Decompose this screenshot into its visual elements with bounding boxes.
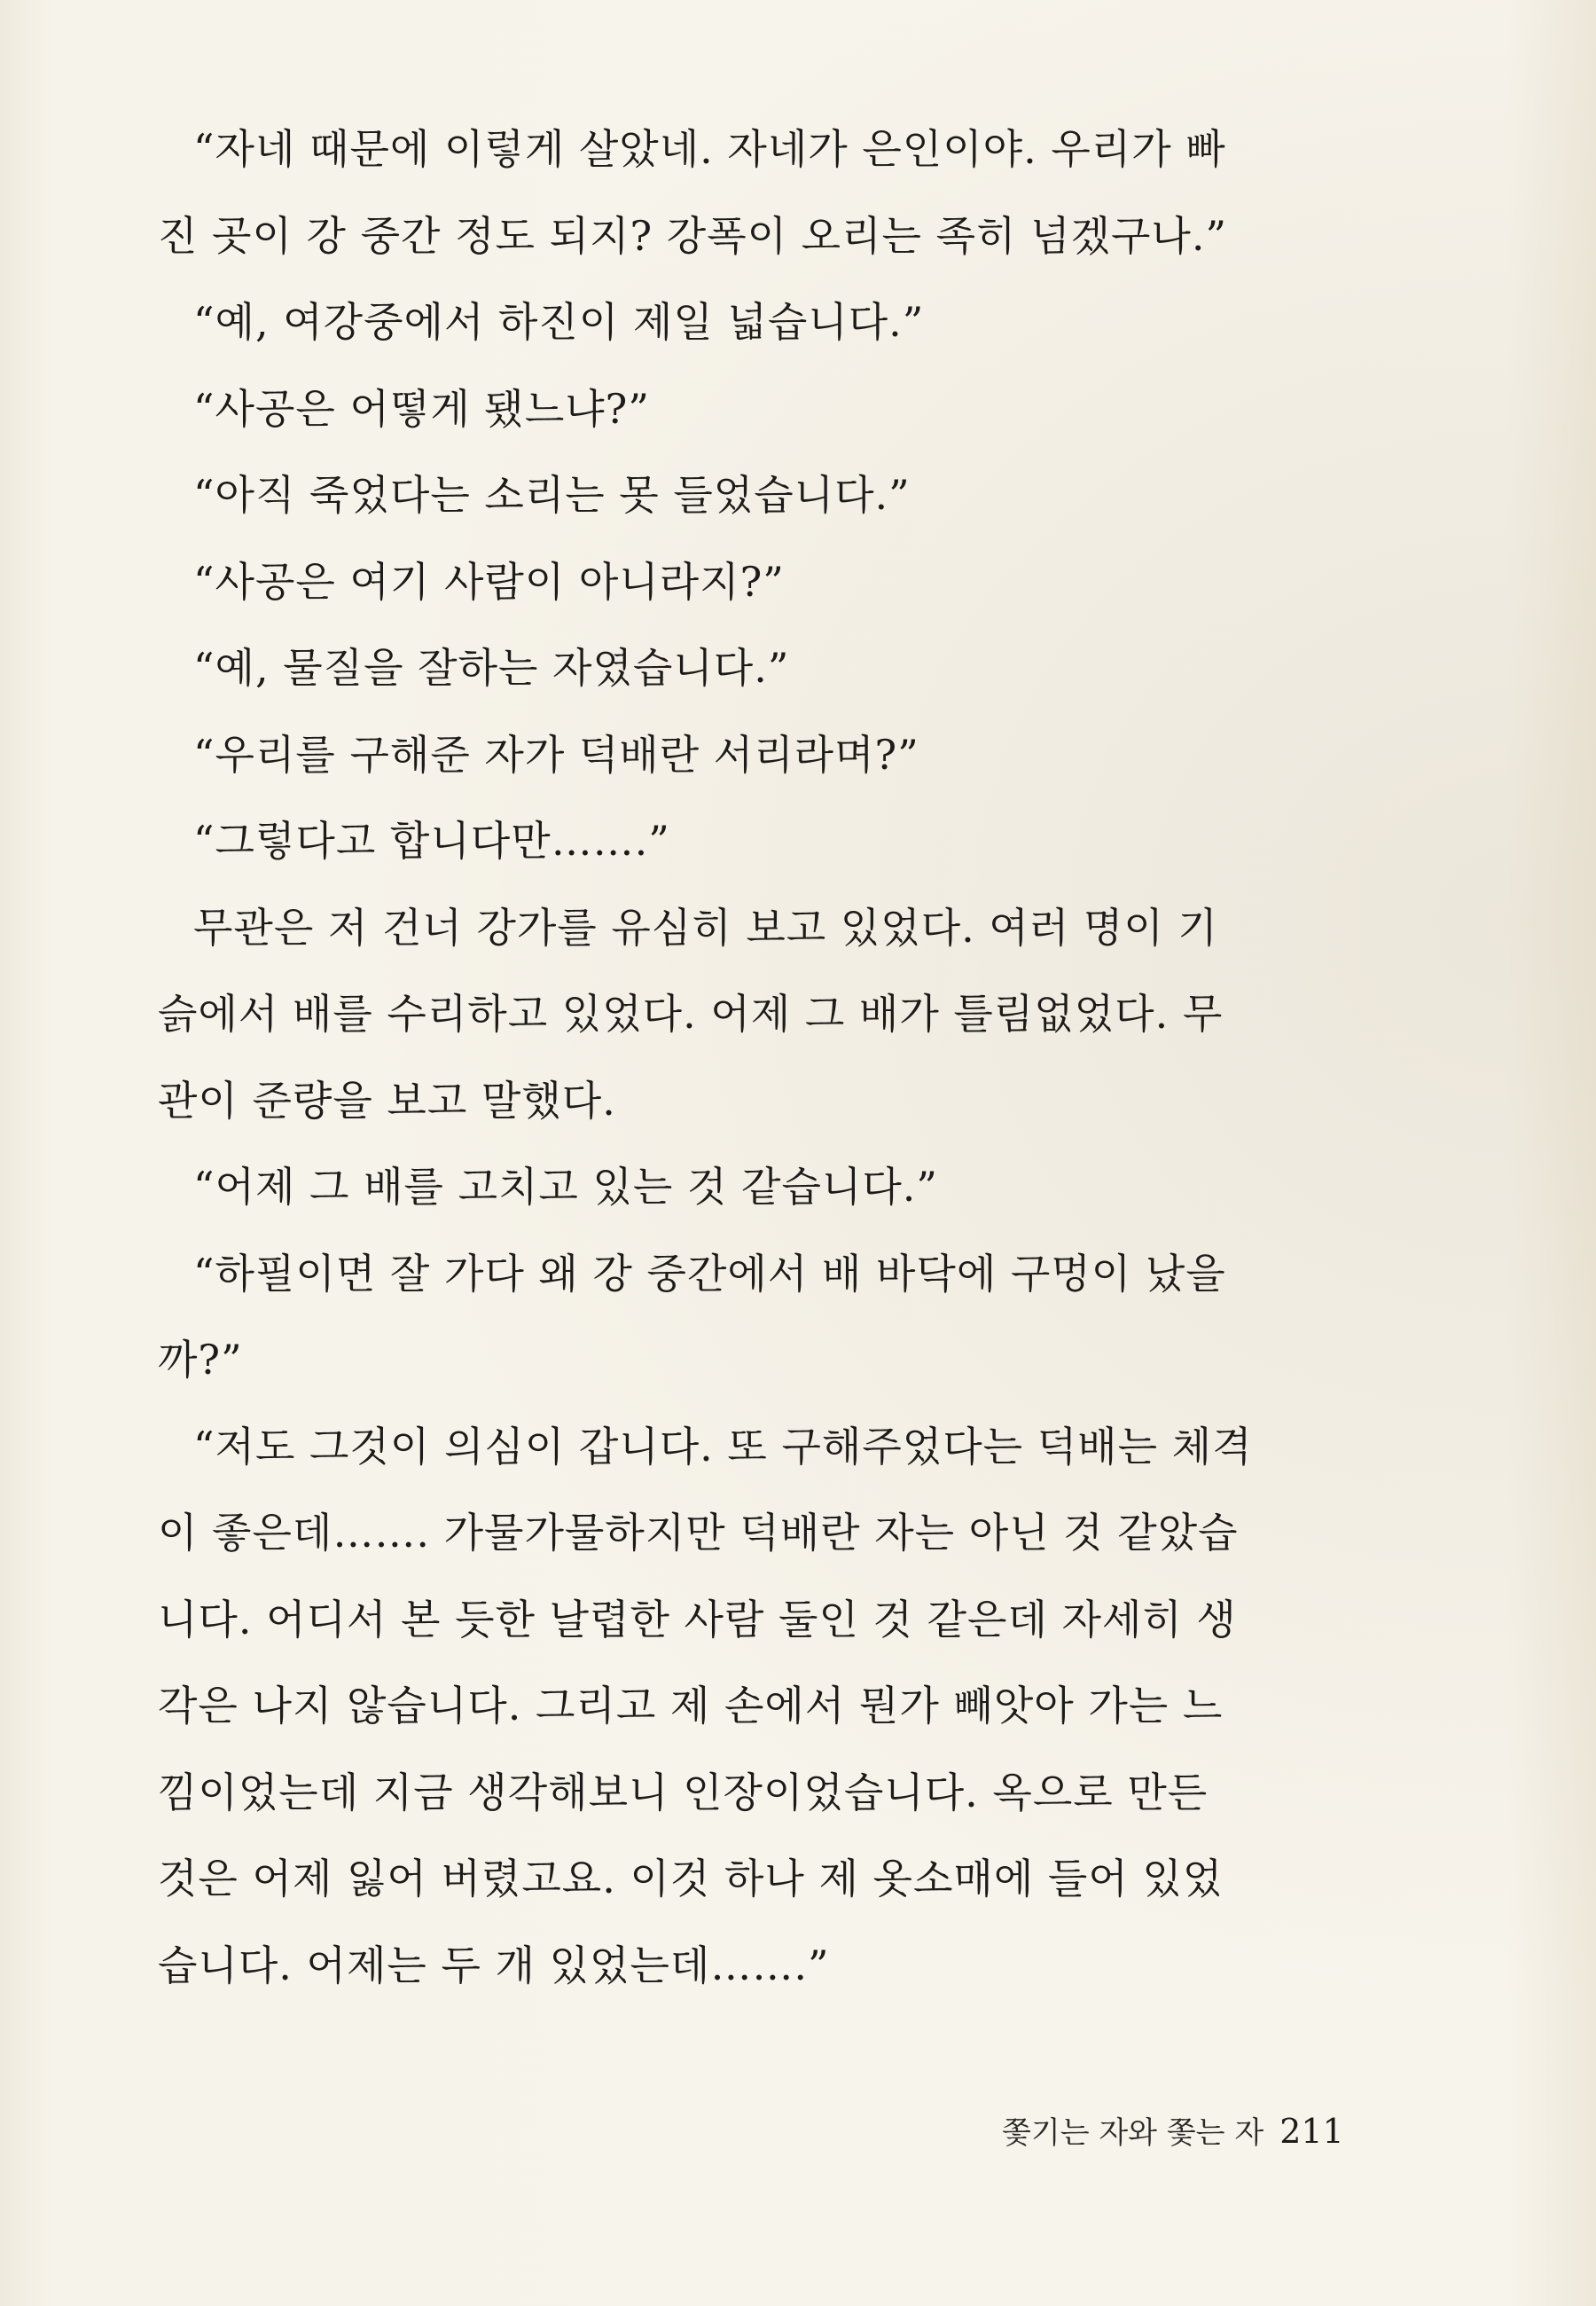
body-text	[158, 106, 1399, 2009]
text-line: 이 좋은데……. 가물가물하지만 덕배란 자는 아닌 것 같았습	[158, 1509, 1239, 1557]
text-line: 각은 나지 않습니다. 그리고 제 손에서 뭔가 빼앗아 가는 느	[158, 1682, 1224, 1730]
running-title: 쫓기는 자와 쫓는 자	[1002, 2115, 1264, 2151]
text-line: “어제 그 배를 고치고 있는 것 같습니다.”	[193, 1163, 938, 1211]
page-number: 211	[1279, 2112, 1344, 2151]
text-line: 슭에서 배를 수리하고 있었다. 어제 그 배가 틀림없었다. 무	[158, 990, 1224, 1038]
text-line: “예, 물질을 잘하는 자였습니다.”	[193, 644, 790, 692]
text-line: 낌이었는데 지금 생각해보니 인장이었습니다. 옥으로 만든	[158, 1768, 1209, 1816]
text-line: “사공은 여기 사람이 아니라지?”	[193, 557, 785, 606]
text-line: 관이 준량을 보고 말했다.	[158, 1076, 616, 1125]
text-line: “저도 그것이 의심이 갑니다. 또 구해주었다는 덕배는 체격	[193, 1422, 1253, 1471]
text-line: “사공은 어떻게 됐느냐?”	[193, 384, 650, 433]
text-line: 무관은 저 건너 강가를 유심히 보고 있었다. 여러 명이 기	[193, 903, 1218, 952]
text-line: “아직 죽었다는 소리는 못 들었습니다.”	[193, 471, 911, 519]
text-line: “자네 때문에 이렇게 살았네. 자네가 은인이야. 우리가 빠	[193, 125, 1226, 173]
text-line: 니다. 어디서 본 듯한 날렵한 사람 둘인 것 같은데 자세히 생	[158, 1595, 1237, 1643]
page-footer	[1002, 2105, 1344, 2158]
text-line: 것은 어제 잃어 버렸고요. 이것 하나 제 옷소매에 들어 있었	[158, 1855, 1224, 1902]
text-line: “그렇다고 합니다만…….”	[193, 817, 670, 865]
text-line: “우리를 구해준 자가 덕배란 서리라며?”	[193, 730, 919, 779]
text-line: 진 곳이 강 중간 정도 되지? 강폭이 오리는 족히 넘겠구나.”	[158, 211, 1227, 260]
text-line: “예, 여강중에서 하진이 제일 넓습니다.”	[193, 298, 925, 346]
text-line: 습니다. 어제는 두 개 있었는데…….”	[158, 1941, 830, 1989]
text-line: “하필이면 잘 가다 왜 강 중간에서 배 바닥에 구멍이 났을	[193, 1249, 1226, 1298]
text-line: 까?”	[158, 1336, 243, 1384]
